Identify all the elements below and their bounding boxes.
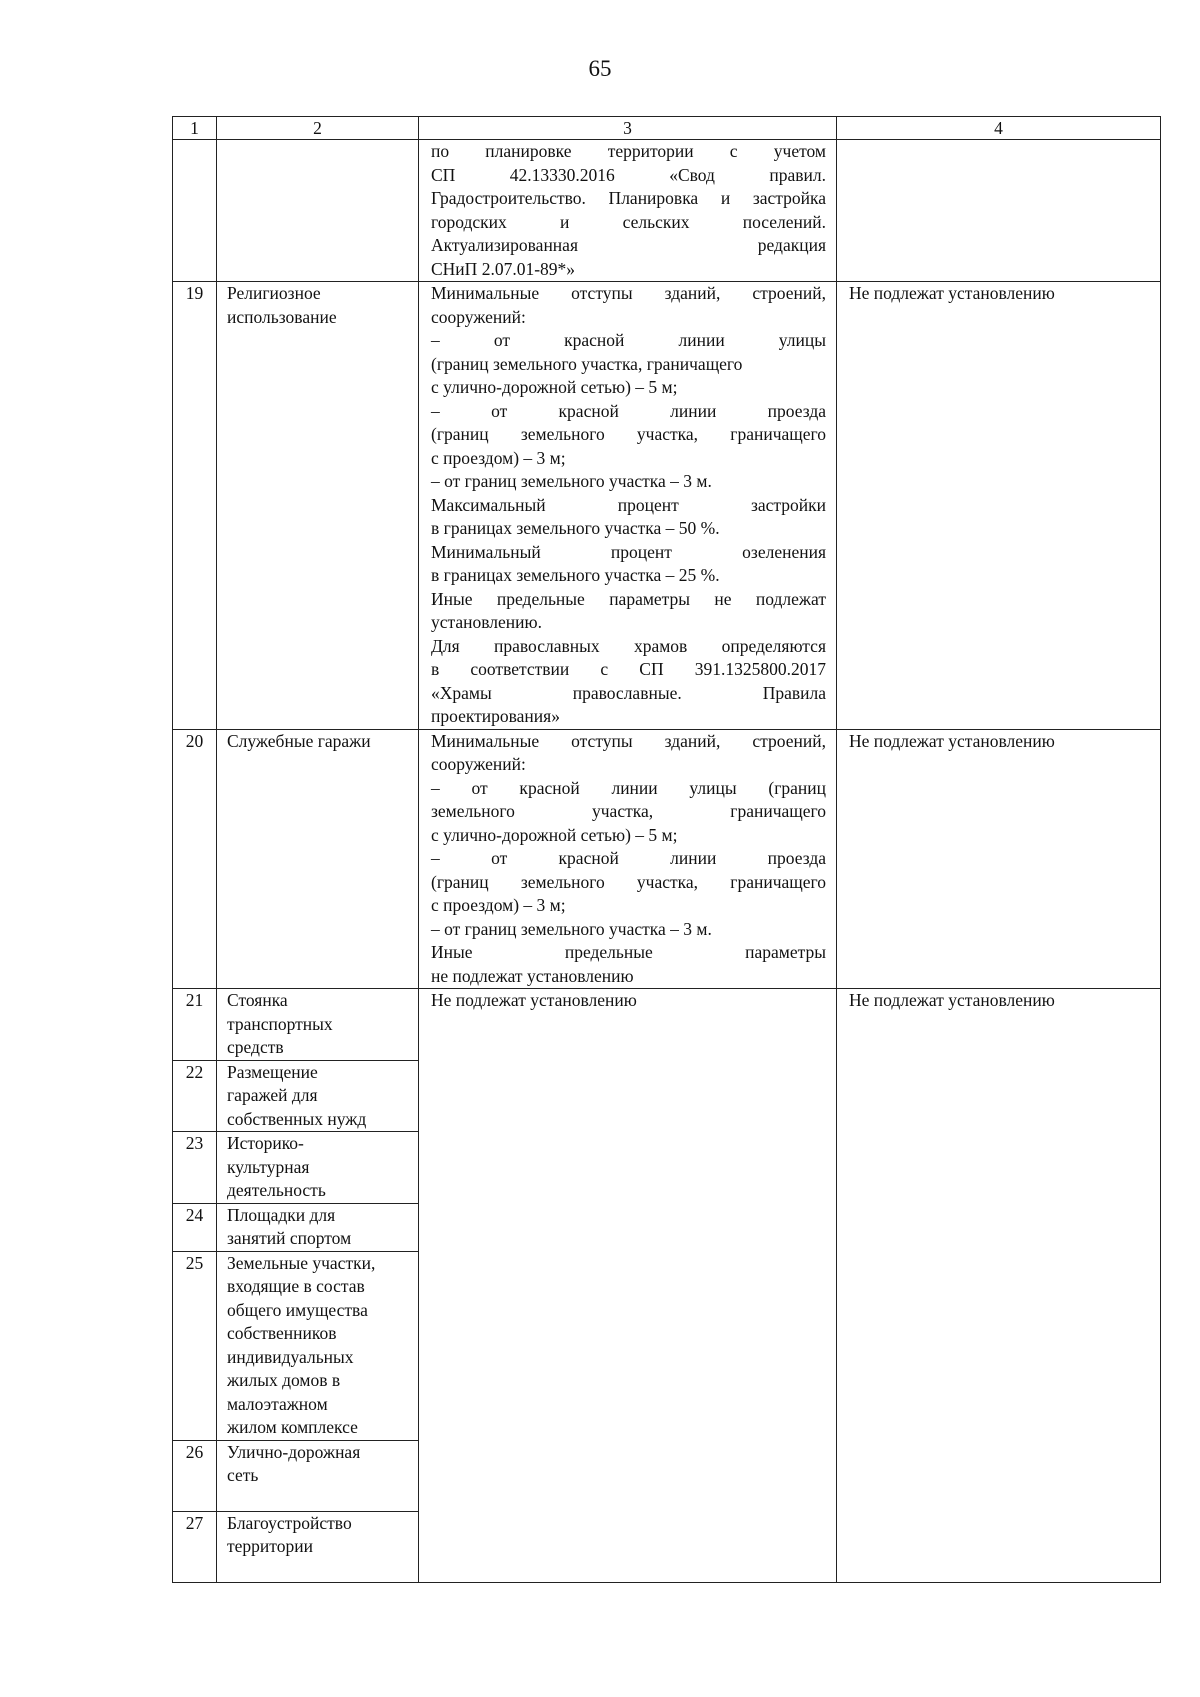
text-line: СНиП 2.07.01-89*» bbox=[431, 258, 576, 279]
row-number: 23 bbox=[173, 1132, 217, 1204]
row-name-line: Стоянка bbox=[227, 990, 288, 1010]
row-name-line: использование bbox=[227, 306, 337, 327]
row-name-line: входящие в состав bbox=[227, 1276, 365, 1296]
header-col-4: 4 bbox=[837, 117, 1161, 140]
row-name-line: Служебные гаражи bbox=[227, 730, 371, 751]
text-line: Градостроительство. Планировка и застройка bbox=[431, 188, 826, 208]
row-name-line: Историко- bbox=[227, 1133, 304, 1153]
text-line: с проездом) – 3 м; bbox=[431, 895, 566, 915]
row-name-line: транспортных bbox=[227, 1013, 333, 1034]
text-line: проектирования» bbox=[431, 706, 560, 726]
row-name-cell bbox=[217, 282, 419, 730]
row-name-line: Религиозное bbox=[227, 283, 321, 303]
row-name-line: собственников bbox=[227, 1323, 337, 1343]
parameters-cell: Не подлежат установлению bbox=[419, 989, 837, 1583]
text-line: – от красной линии улицы bbox=[431, 330, 826, 350]
row-name-line: гаражей для bbox=[227, 1085, 318, 1105]
text-line: в соответствии с СП 391.1325800.2017 bbox=[431, 659, 826, 679]
table-row bbox=[173, 989, 1161, 1061]
row-name-line: сеть bbox=[227, 1465, 259, 1485]
row-number: 26 bbox=[173, 1440, 217, 1511]
text-line: с улично-дорожной сетью) – 5 м; bbox=[431, 377, 678, 397]
row-name-line: Земельные участки, bbox=[227, 1252, 376, 1273]
table-row bbox=[173, 729, 1161, 989]
restrictions-cell: Не подлежат установлению bbox=[837, 989, 1161, 1583]
restrictions-cell bbox=[837, 140, 1161, 282]
text-line: с проездом) – 3 м; bbox=[431, 447, 566, 468]
text-line: Иные предельные параметры bbox=[431, 942, 826, 962]
row-name-line: деятельность bbox=[227, 1180, 326, 1200]
text-line: (границ земельного участка, граничащего bbox=[431, 424, 826, 444]
header-col-1: 1 bbox=[173, 117, 217, 140]
header-col-2: 2 bbox=[217, 117, 419, 140]
row-number-cell bbox=[173, 140, 217, 282]
regulations-table bbox=[172, 116, 1161, 1583]
text-line: по планировке территории с учетом bbox=[431, 141, 826, 161]
text-line: Минимальный процент озеленения bbox=[431, 541, 826, 562]
row-number: 19 bbox=[173, 282, 217, 730]
restrictions-cell: Не подлежат установлению bbox=[837, 282, 1161, 730]
text-line: – от границ земельного участка – 3 м. bbox=[431, 471, 712, 491]
row-name-cell bbox=[217, 729, 419, 989]
row-name-cell bbox=[217, 1511, 419, 1582]
page-number: 65 bbox=[588, 56, 612, 81]
text-line: (границ земельного участка, граничащего bbox=[431, 353, 743, 374]
row-name-cell bbox=[217, 1251, 419, 1440]
row-number: 22 bbox=[173, 1060, 217, 1132]
row-name-cell bbox=[217, 1440, 419, 1511]
text-line: СП 42.13330.2016 «Свод правил. bbox=[431, 164, 826, 185]
text-line: Актуализированная редакция bbox=[431, 235, 826, 255]
header-row bbox=[173, 117, 1161, 140]
text-line: сооружений: bbox=[431, 754, 526, 774]
text-line: в границах земельного участка – 25 %. bbox=[431, 565, 720, 585]
text-line: (границ земельного участка, граничащего bbox=[431, 871, 826, 892]
text-line: городских и сельских поселений. bbox=[431, 211, 826, 232]
row-number: 24 bbox=[173, 1203, 217, 1251]
text-line: Минимальные отступы зданий, строений, bbox=[431, 283, 826, 303]
text-line: с улично-дорожной сетью) – 5 м; bbox=[431, 824, 678, 845]
text-line: Минимальные отступы зданий, строений, bbox=[431, 730, 826, 751]
row-name-line: жилом комплексе bbox=[227, 1417, 358, 1437]
row-name-line: Улично-дорожная bbox=[227, 1441, 361, 1462]
text-line: Максимальный процент застройки bbox=[431, 494, 826, 515]
text-line: «Храмы православные. Правила bbox=[431, 682, 826, 703]
row-name-line: жилых домов в bbox=[227, 1370, 341, 1390]
text-line: Иные предельные параметры не подлежат bbox=[431, 588, 826, 609]
row-name-line: Благоустройство bbox=[227, 1512, 352, 1533]
restrictions-cell: Не подлежат установлению bbox=[837, 729, 1161, 989]
row-name-line: общего имущества bbox=[227, 1299, 368, 1320]
parameters-cell bbox=[419, 729, 837, 989]
row-name-line: малоэтажном bbox=[227, 1393, 328, 1414]
row-name-cell bbox=[217, 989, 419, 1061]
text-line: в границах земельного участка – 50 %. bbox=[431, 518, 720, 538]
row-number: 27 bbox=[173, 1511, 217, 1582]
text-line: – от красной линии проезда bbox=[431, 848, 826, 868]
row-name-cell bbox=[217, 140, 419, 282]
parameters-cell bbox=[419, 140, 837, 282]
text-line: – от красной линии улицы (границ bbox=[431, 777, 826, 798]
parameters-cell bbox=[419, 282, 837, 730]
row-name-cell bbox=[217, 1203, 419, 1251]
table-row bbox=[173, 282, 1161, 730]
table-row-continuation bbox=[173, 140, 1161, 282]
row-name-line: Размещение bbox=[227, 1061, 318, 1082]
text-line: земельного участка, граничащего bbox=[431, 801, 826, 821]
row-number: 21 bbox=[173, 989, 217, 1061]
header-col-3: 3 bbox=[419, 117, 837, 140]
text-line: Для православных храмов определяются bbox=[431, 635, 826, 656]
text-line: сооружений: bbox=[431, 306, 526, 327]
text-line: – от границ земельного участка – 3 м. bbox=[431, 918, 712, 939]
row-name-line: культурная bbox=[227, 1156, 310, 1177]
row-name-line: территории bbox=[227, 1536, 313, 1556]
text-line: – от красной линии проезда bbox=[431, 400, 826, 421]
row-name-line: средств bbox=[227, 1037, 284, 1057]
row-name-line: занятий спортом bbox=[227, 1228, 352, 1248]
row-name-line: индивидуальных bbox=[227, 1346, 354, 1367]
text-line: не подлежат установлению bbox=[431, 965, 634, 986]
row-number: 20 bbox=[173, 729, 217, 989]
row-name-cell bbox=[217, 1060, 419, 1132]
row-name-line: Площадки для bbox=[227, 1204, 336, 1225]
row-name-cell bbox=[217, 1132, 419, 1204]
row-name-line: собственных нужд bbox=[227, 1108, 367, 1129]
text-line: установлению. bbox=[431, 612, 542, 632]
row-number: 25 bbox=[173, 1251, 217, 1440]
